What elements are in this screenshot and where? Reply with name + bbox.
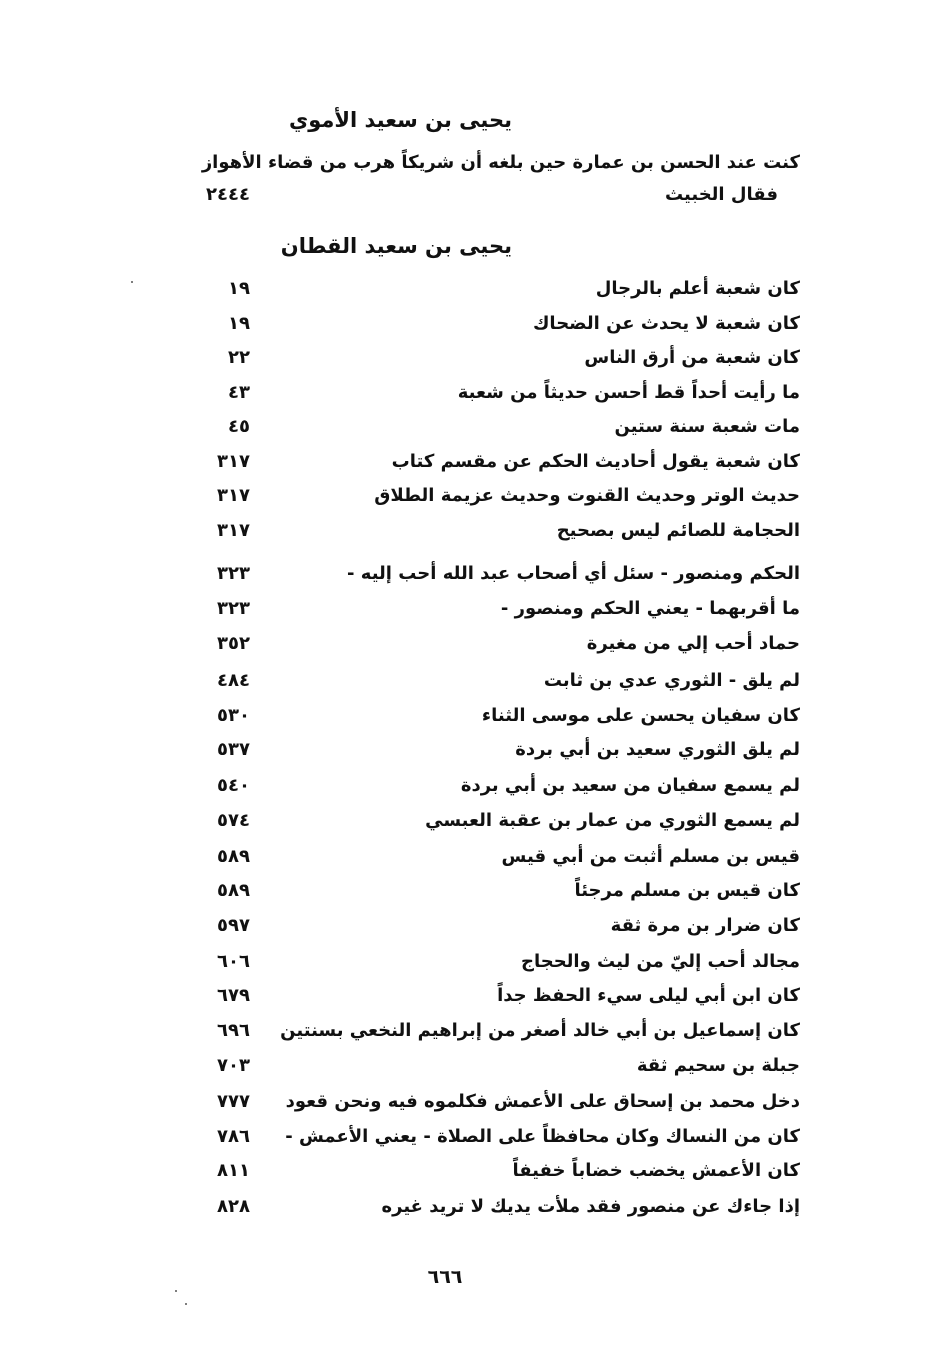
entry-reference-number: ١٩: [228, 278, 250, 299]
entry-reference-number: ٨١١: [217, 1160, 250, 1181]
entry-reference-number: ٥٨٩: [217, 880, 250, 901]
entry-reference-number: ٣١٧: [217, 485, 250, 506]
entry-reference-number: ٥٧٤: [217, 810, 250, 831]
entry-reference-number: ٣١٧: [217, 520, 250, 541]
entry-text: ما أقربهما - يعني الحكم ومنصور -: [500, 598, 800, 619]
entry-reference-number: ٥٩٧: [217, 915, 250, 936]
entry-text: حديث الوتر وحديث القنوت وحديث عزيمة الطلاق: [374, 485, 800, 506]
entry-text: لم يلق - الثوري عدي بن ثابت: [543, 670, 800, 691]
entry-text: ما رأيت أحداً قط أحسن حديثاً من شعبة: [457, 382, 800, 403]
entry-text: لم يسمع سفيان من سعيد بن أبي بردة: [460, 775, 800, 796]
entry-reference-number: ٣٢٣: [217, 563, 250, 584]
scan-speck: [185, 1303, 187, 1305]
entry-text: الحكم ومنصور - سئل أي أصحاب عبد الله أحب إليه -: [347, 563, 800, 584]
entry-reference-number: ٥٨٩: [217, 846, 250, 867]
entry-reference-number: ٣١٧: [217, 451, 250, 472]
entry-text: إذا جاءك عن منصور فقد ملأت يديك لا تريد غيره: [381, 1196, 800, 1217]
entry-reference-number: ١٩: [228, 313, 250, 334]
entry-text: كنت عند الحسن بن عمارة حين بلغه أن شريكاً هرب من قضاء الأهواز: [201, 152, 800, 173]
entry-reference-number: ٦٩٦: [217, 1020, 250, 1041]
entry-text: كان شعبة يقول أحاديث الحكم عن مقسم كتاب: [391, 451, 800, 472]
entry-reference-number: ٦٠٦: [217, 951, 250, 972]
entry-text: كان سفيان يحسن على موسى الثناء: [481, 705, 800, 726]
entry-text: كان الأعمش يخضب خضاباً خفيفاً: [512, 1160, 800, 1181]
entry-text: جبلة بن سحيم ثقة: [636, 1055, 800, 1076]
entry-text: دخل محمد بن إسحاق على الأعمش فكلموه فيه ونحن قعود: [285, 1091, 800, 1112]
entry-text: كان من النساك وكان محافظاً على الصلاة - يعني الأعمش -: [285, 1126, 800, 1147]
entry-reference-number: ٦٧٩: [217, 985, 250, 1006]
entry-reference-number: ٨٢٨: [217, 1196, 250, 1217]
entry-text: كان إسماعيل بن أبي خالد أصغر من إبراهيم النخعي بسنتين: [280, 1020, 800, 1041]
entry-text: لم يسمع الثوري من عمار بن عقبة العبسي: [425, 810, 800, 831]
entry-text: كان شعبة لا يحدث عن الضحاك: [532, 313, 800, 334]
page-number: ٦٦٦: [427, 1266, 463, 1288]
entry-text: مات شعبة سنة ستين: [614, 416, 800, 437]
scan-speck: [131, 281, 133, 283]
section-heading: يحيى بن سعيد القطان: [280, 234, 512, 258]
entry-reference-number: ٥٣٠: [217, 705, 250, 726]
entry-text: مجالد أحب إليّ من ليث والحجاج: [521, 951, 800, 972]
entry-reference-number: ٥٤٠: [217, 775, 250, 796]
entry-text: كان ابن أبي ليلى سيء الحفظ جداً: [497, 985, 800, 1006]
entry-text: الحجامة للصائم ليس بصحيح: [556, 520, 800, 541]
entry-text: لم يلق الثوري سعيد بن أبي بردة: [515, 739, 800, 760]
entry-reference-number: ٧٠٣: [217, 1055, 250, 1076]
scan-speck: [175, 1290, 177, 1292]
entry-reference-number: ٧٨٦: [217, 1126, 250, 1147]
entry-reference-number: ٥٣٧: [217, 739, 250, 760]
entry-text: كان شعبة من أرق الناس: [584, 347, 800, 368]
entry-reference-number: ٣٢٣: [217, 598, 250, 619]
entry-reference-number: ٣٥٢: [217, 633, 250, 654]
entry-text-continuation: فقال الخبيث: [664, 184, 778, 205]
entry-text: كان شعبة أعلم بالرجال: [595, 278, 800, 299]
entry-reference-number: ٧٧٧: [217, 1091, 250, 1112]
entry-reference-number: ٤٥: [228, 416, 250, 437]
entry-reference-number: ٤٨٤: [217, 670, 250, 691]
entry-text: كان قيس بن مسلم مرجئاً: [574, 880, 800, 901]
section-heading: يحيى بن سعيد الأموي: [288, 108, 512, 132]
entry-text: كان ضرار بن مرة ثقة: [610, 915, 800, 936]
entry-reference-number: ٤٣: [228, 382, 250, 403]
entry-reference-number: ٢٤٤٤: [206, 184, 250, 205]
entry-text: قيس بن مسلم أثبت من أبي قيس: [501, 846, 800, 867]
entry-text: حماد أحب إلي من مغيرة: [586, 633, 800, 654]
entry-reference-number: ٢٢: [228, 347, 250, 368]
